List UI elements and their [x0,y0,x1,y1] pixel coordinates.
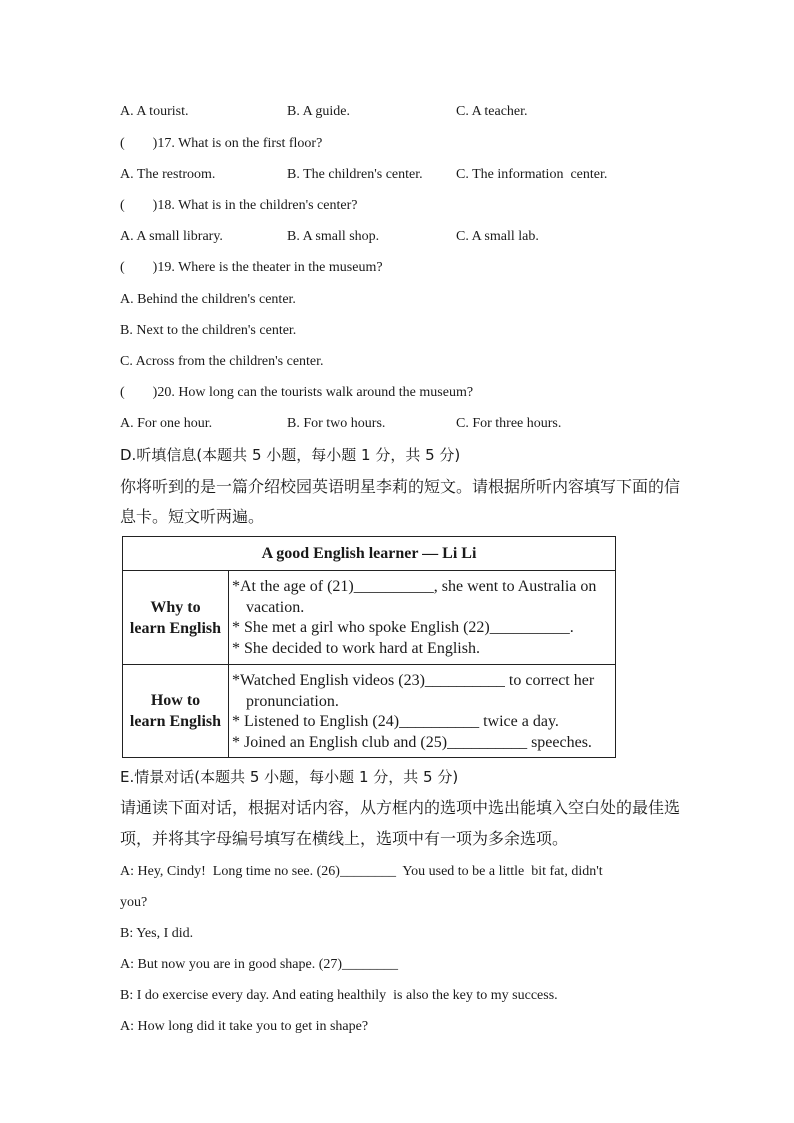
q20-stem: ( )20. How long can the tourists walk around the museum? [120,385,474,400]
section-d-instruction-1: 你将听到的是一篇介绍校园英语明星李莉的短文。请根据所听内容填写下面的信 [120,477,681,496]
dialogue-line-5: B: I do exercise every day. And eating healthily is also the key to my success. [120,988,558,1003]
q16-option-c: C. A teacher. [456,104,528,119]
row-why-header [123,571,229,664]
section-e-instruction-1: 请通读下面对话，根据对话内容，从方框内的选项中选出能填入空白处的最佳选 [120,798,681,817]
q19-option-b: B. Next to the children's center. [120,323,297,338]
dialogue-line-2: you? [120,895,148,910]
row-how-item-23: *Watched English videos (23)__________ to correct her [232,672,595,689]
dialogue-line-4: A: But now you are in good shape. (27)________ [120,957,399,972]
row-why-item-21-cont: vacation. [246,598,305,616]
row-why-header-line2: learn English [129,619,222,637]
info-card-title: A good English learner — Li Li [123,537,615,571]
q17-stem: ( )17. What is on the first floor? [120,136,323,151]
row-why-header-line1: Why to [150,598,201,616]
q19-stem: ( )19. Where is the theater in the museum? [120,260,383,275]
info-card-row-how [123,665,615,757]
dialogue-line-1: A: Hey, Cindy! Long time no see. (26)________ You used to be a little bit fat, didn't [120,864,603,879]
row-how-body [232,671,615,753]
row-how-item-25: * Joined an English club and (25)__________ speeches. [232,733,592,751]
q17-option-c: C. The information center. [456,167,608,182]
row-why-body [232,577,615,659]
q16-option-b: B. A guide. [287,104,351,119]
info-card-table [122,536,616,758]
q18-stem: ( )18. What is in the children's center? [120,198,358,213]
row-how-item-24: * Listened to English (24)__________ twice a day. [232,713,559,730]
row-how-item-23-cont: pronunciation. [246,692,339,710]
row-how-header [123,665,229,757]
q17-option-b: B. The children's center. [287,167,423,182]
row-why-item-decided: * She decided to work hard at English. [232,639,480,657]
q17-option-a: A. The restroom. [120,167,216,182]
q19-option-a: A. Behind the children's center. [120,292,296,307]
q19-option-c: C. Across from the children's center. [120,354,324,369]
row-how-header-line2: learn English [129,713,222,730]
q20-option-a: A. For one hour. [120,416,213,431]
q18-option-b: B. A small shop. [287,229,380,244]
section-d-heading: D.听填信息(本题共 5 小题，每小题 1 分，共 5 分) [120,446,461,464]
q16-option-a: A. A tourist. [120,104,189,119]
q20-option-c: C. For three hours. [456,416,562,431]
section-d-instruction-2: 息卡。短文听两遍。 [120,507,265,526]
row-why-item-22: * She met a girl who spoke English (22)__________. [232,619,574,636]
row-why-item-21: *At the age of (21)__________, she went to Australia on [232,578,597,595]
row-how-header-line1: How to [150,692,201,709]
info-card-row-why [123,571,615,665]
dialogue-line-6: A: How long did it take you to get in shape? [120,1019,369,1034]
section-e-heading: E.情景对话(本题共 5 小题，每小题 1 分，共 5 分) [120,768,459,786]
dialogue-line-3: B: Yes, I did. [120,926,194,941]
section-e-instruction-2: 项，并将其字母编号填写在横线上，选项中有一项为多余选项。 [120,829,569,848]
q18-option-c: C. A small lab. [456,229,539,244]
q18-option-a: A. A small library. [120,229,223,244]
q20-option-b: B. For two hours. [287,416,386,431]
